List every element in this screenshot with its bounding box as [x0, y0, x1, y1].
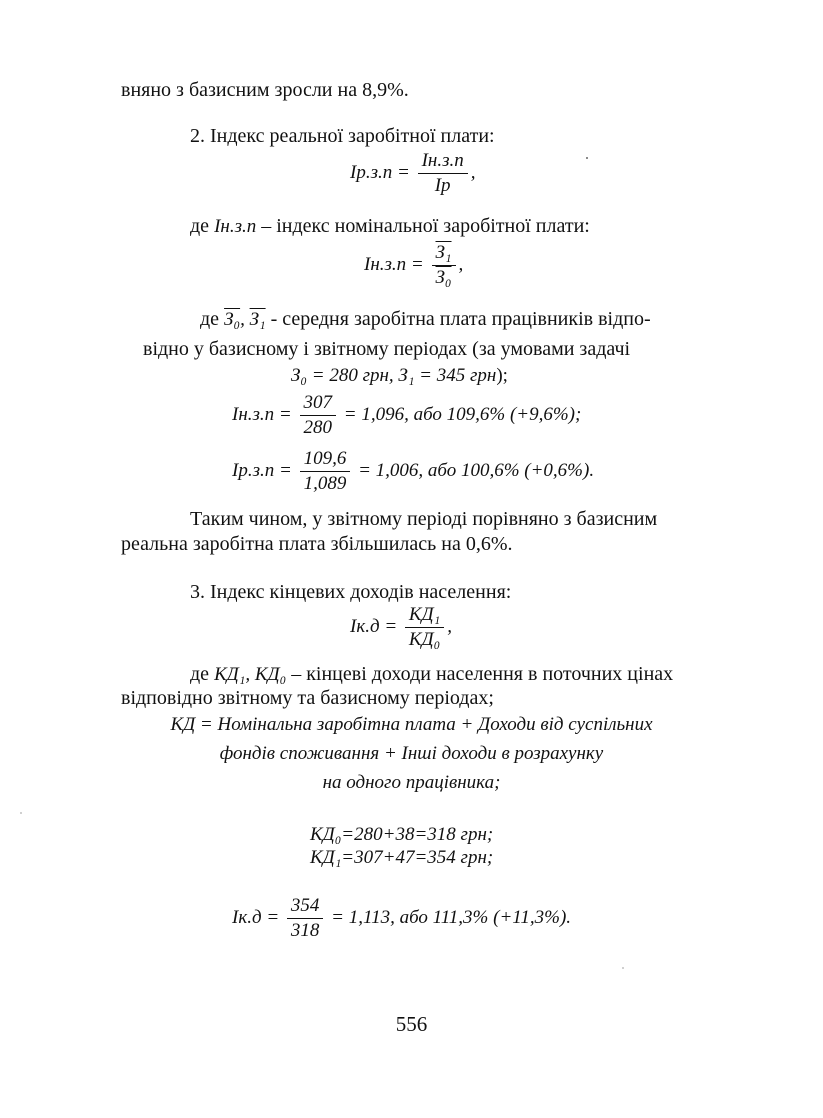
text-de-prefix: де: [200, 308, 225, 330]
symbol-nominal-index: Iн.з.п: [214, 216, 257, 237]
kd-definition-line-1: КД = Номінальна заробітна плата + Доходи від суспільних: [170, 714, 653, 735]
text-de-3: [190, 662, 673, 687]
text-de-2-line-2: відно у базисному і звітному періодах (за умовами задачі: [143, 338, 631, 360]
conclusion-line-2: реальна заробітна плата збільшилась на 0,6%.: [121, 533, 513, 555]
fraction: [405, 604, 444, 651]
fraction: [300, 448, 351, 495]
text-de-1: [190, 214, 590, 239]
text-line-1: вняно з базисним зросли на 8,9%.: [121, 79, 409, 101]
fraction: [418, 150, 468, 197]
fraction-denominator: З₀: [435, 267, 452, 288]
fraction-numerator: З₁: [432, 242, 456, 266]
calc-real-index: [232, 448, 594, 495]
fraction-denominator: 318: [290, 920, 320, 941]
fraction-numerator: КД₁: [405, 604, 444, 628]
fraction-denominator: 280: [303, 417, 332, 438]
fraction: [432, 242, 456, 289]
fraction-numerator: 109,6: [300, 448, 351, 472]
text-de-suffix: - середня заробітна плата працівників відпо-: [265, 308, 651, 330]
kd1-calculation: КД₁=307+47=354 грн;: [310, 847, 494, 868]
scan-speck: [20, 812, 22, 814]
formula-lhs: Iк.д =: [350, 615, 398, 637]
symbol-kd-pair: КД₁, КД₀: [214, 664, 287, 685]
fraction-denominator: 1,089: [303, 473, 347, 494]
formula-real-wage-index: Ір.з.п = $\frac{Iн.з.п}{Iр}$ ,: [350, 150, 476, 196]
calc-final-income-index: [232, 895, 571, 942]
formula-lhs: Iр.з.п =: [232, 459, 292, 481]
fraction: [300, 392, 337, 439]
formula-lhs: Ір.з.п =: [350, 161, 410, 183]
text-de-prefix: де: [190, 215, 215, 237]
text-de-suffix: – індекс номінальної заробітної плати:: [256, 215, 590, 237]
given-values-text: З₀ = 280 грн, З₁ = 345 грн: [291, 365, 497, 386]
formula-lhs: Iн.з.п =: [232, 403, 292, 425]
kd-definition-line-3: на одного працівника;: [322, 772, 501, 793]
scan-speck: [622, 967, 624, 969]
symbol-z0: З₀: [224, 309, 241, 330]
section-2-heading: 2. Індекс реальної заробітної плати:: [190, 125, 495, 147]
formula-nominal-wage-index: Iн.з.п = $\frac{\text{З₁}}{\text{З₀}}$ ,: [364, 242, 464, 288]
formula-lhs: Iн.з.п =: [364, 253, 424, 275]
conclusion-line-1: Таким чином, у звітному періоді порівняно з базисним: [190, 508, 658, 530]
fraction-numerator: Iн.з.п: [418, 150, 468, 174]
calc-result: = 1,096, або 109,6% (+9,6%);: [343, 403, 582, 425]
fraction-denominator: КД₀: [408, 629, 441, 650]
kd-definition-line-2: фондів споживання + Інші доходи в розрахунку: [219, 743, 604, 764]
symbol-z1: З₁: [249, 309, 266, 330]
kd0-calculation: КД₀=280+38=318 грн;: [310, 824, 494, 845]
calc-result: = 1,006, або 100,6% (+0,6%).: [358, 459, 595, 481]
fraction-numerator: 354: [287, 895, 324, 919]
text-de-2: де З₀, З₁ - середня заробітна плата працівників відпо-: [200, 308, 651, 330]
formula-lhs: Iк.д =: [232, 906, 280, 928]
text-de-suffix: – кінцеві доходи населення в поточних цінах: [286, 663, 674, 685]
scan-speck: [586, 157, 588, 159]
text-de-prefix: де: [190, 663, 215, 685]
page-number: 556: [395, 1012, 428, 1036]
text-de-3-line-2: відповідно звітному та базисному періодах;: [121, 687, 494, 709]
formula-final-income-index: Iк.д = $\frac{\text{КД₁}}{\text{КД₀}}$ ,: [350, 604, 452, 650]
fraction-numerator: 307: [300, 392, 337, 416]
given-values: З₀ = 280 грн, З₁ = 345 грн);: [291, 365, 508, 386]
fraction-denominator: Iр: [434, 175, 451, 196]
section-3-heading: 3. Індекс кінцевих доходів населення:: [190, 581, 512, 603]
calc-result: = 1,113, або 111,3% (+11,3%).: [331, 906, 572, 928]
fraction: [287, 895, 324, 942]
calc-nominal-index: [232, 392, 581, 439]
